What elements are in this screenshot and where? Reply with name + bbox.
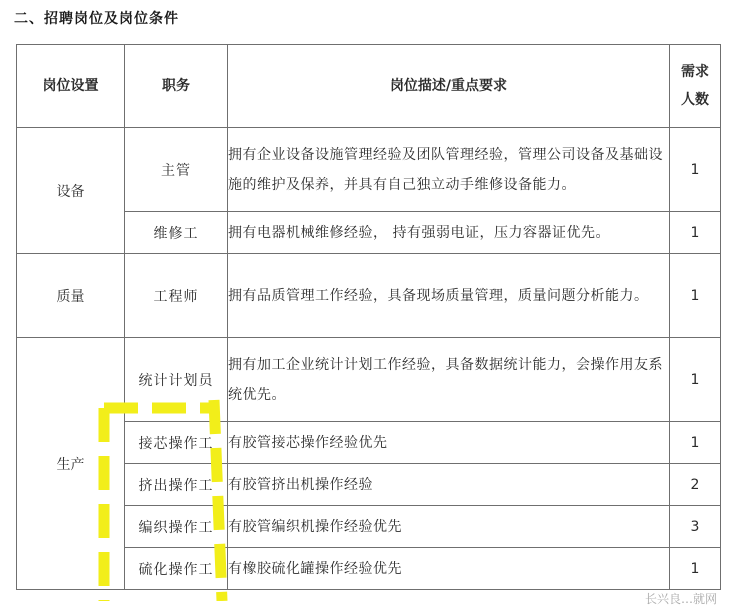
description-cell: 拥有品质管理工作经验，具备现场质量管理，质量问题分析能力。 [228,254,670,338]
section-title: 二、招聘岗位及岗位条件 [14,11,179,27]
description-cell: 有胶管挤出机操作经验 [228,464,670,506]
description-cell: 拥有电器机械维修经验， 持有强弱电证，压力容器证优先。 [228,212,670,254]
headcount-cell: 1 [670,212,721,254]
header-role: 职务 [125,45,228,128]
recruitment-table [16,44,721,590]
role-cell: 主管 [125,128,228,212]
headcount-cell: 1 [670,548,721,590]
role-cell: 接芯操作工 [125,422,228,464]
description-cell: 有胶管接芯操作经验优先 [228,422,670,464]
role-cell: 工程师 [125,254,228,338]
role-cell: 维修工 [125,212,228,254]
header-headcount [670,45,721,128]
header-headcount-line2: 人数 [681,92,709,108]
role-cell: 统计计划员 [125,338,228,422]
description-cell: 拥有加工企业统计计划工作经验，具备数据统计能力，会操作用友系统优先。 [228,338,670,422]
role-cell: 挤出操作工 [125,464,228,506]
watermark-text: 长兴良…就网 [644,592,717,606]
headcount-cell: 2 [670,464,721,506]
description-cell: 拥有企业设备设施管理经验及团队管理经验，管理公司设备及基础设施的维护及保养，并具有自己独立动手维修设备能力。 [228,128,670,212]
header-headcount-line1: 需求 [681,64,709,80]
table-row [17,338,721,422]
description-cell: 有橡胶硫化罐操作经验优先 [228,548,670,590]
table-row [17,254,721,338]
table-header-row [17,45,721,128]
group-cell: 质量 [17,254,125,338]
role-cell: 硫化操作工 [125,548,228,590]
role-cell: 编织操作工 [125,506,228,548]
headcount-cell: 1 [670,254,721,338]
headcount-cell: 3 [670,506,721,548]
table-row [17,128,721,212]
group-cell: 生产 [17,338,125,590]
header-position-setting: 岗位设置 [17,45,125,128]
description-cell: 有胶管编织机操作经验优先 [228,506,670,548]
header-description: 岗位描述/重点要求 [228,45,670,128]
group-cell: 设备 [17,128,125,254]
headcount-cell: 1 [670,338,721,422]
headcount-cell: 1 [670,128,721,212]
headcount-cell: 1 [670,422,721,464]
